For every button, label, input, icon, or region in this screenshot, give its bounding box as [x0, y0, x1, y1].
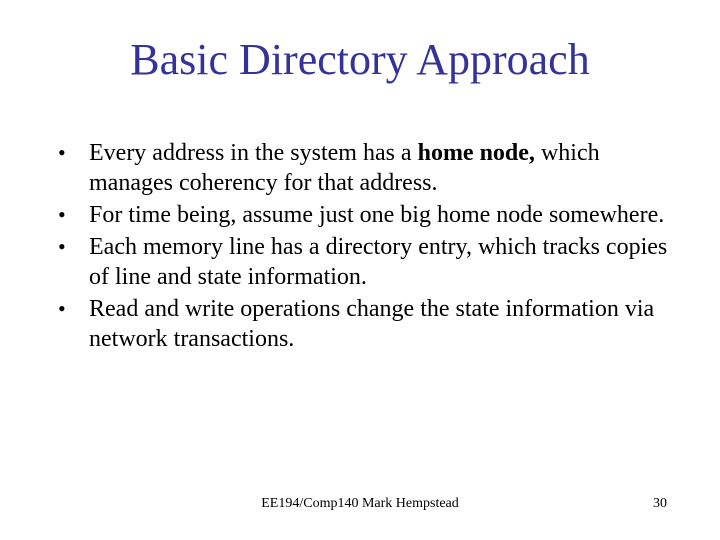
bullet-text: Each memory line has a directory entry, which tracks copies of line and state information.: [89, 234, 668, 290]
bullet-item: [58, 232, 678, 292]
bullet-item: [58, 138, 678, 198]
footer-course-author: EE194/Comp140 Mark Hempstead: [261, 496, 459, 511]
bullet-text: For time being, assume just one big home node somewhere.: [89, 202, 665, 228]
bullet-item: [58, 200, 678, 230]
bullet-text: Read and write operations change the state information via network transactions.: [89, 296, 655, 352]
bullet-marker: •: [58, 296, 66, 321]
bullet-text: Every address in the system has a: [89, 140, 418, 166]
bullet-list: [58, 138, 678, 356]
bullet-item: [58, 294, 678, 354]
bullet-marker: •: [58, 140, 66, 165]
slide-title: Basic Directory Approach: [130, 35, 590, 84]
footer-page-number: 30: [653, 496, 667, 511]
bullet-marker: •: [58, 202, 66, 227]
bullet-text-continued: which manages coherency for that address.: [89, 140, 600, 196]
bullet-bold-text: home node,: [417, 140, 535, 166]
bullet-marker: •: [58, 234, 66, 259]
